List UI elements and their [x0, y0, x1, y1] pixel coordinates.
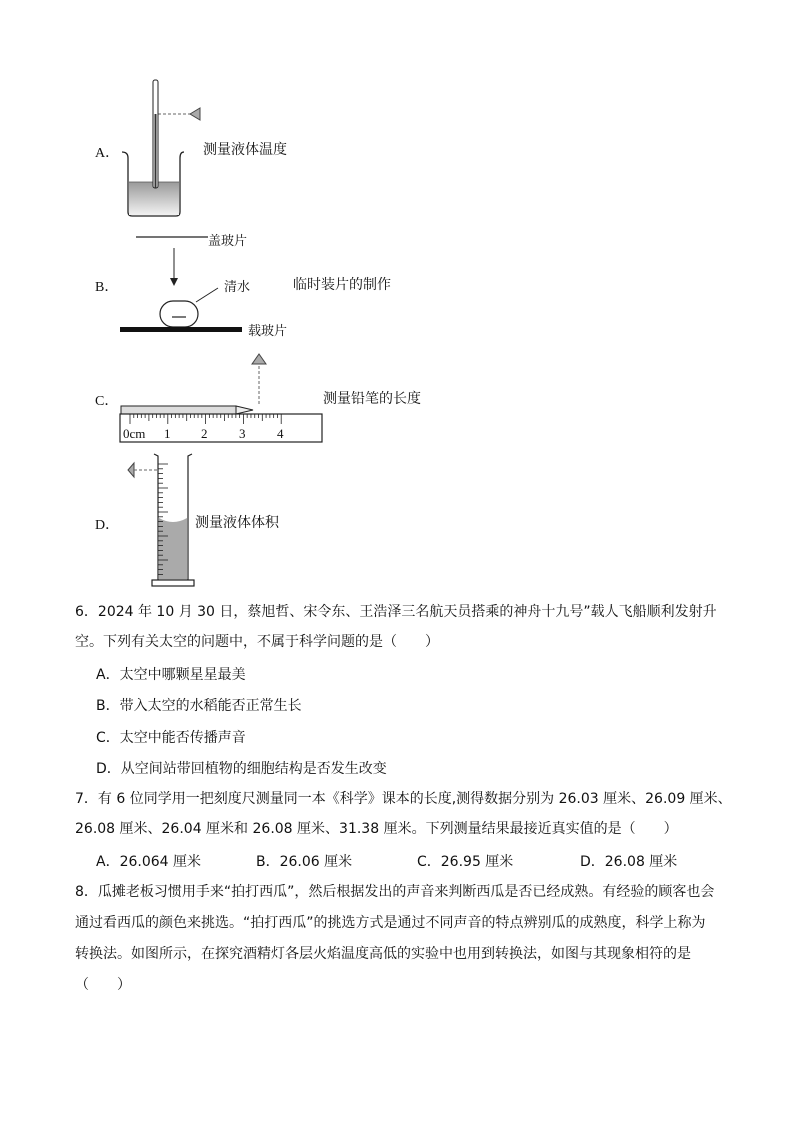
- ruler-tick-4: 4: [277, 426, 284, 441]
- q7-option-c: C．26.95 厘米: [417, 854, 514, 870]
- ruler-tick-3: 3: [239, 426, 246, 441]
- option-c-letter: C．: [95, 394, 119, 409]
- eye-icon: [190, 108, 200, 120]
- graduated-cylinder-figure: [118, 452, 198, 592]
- water-label: 清水: [224, 280, 251, 295]
- q8-stem-line1: 8．瓜摊老板习惯用手来“拍打西瓜”，然后根据发出的声音来判断西瓜是否已经成熟。有经验的顾客也会: [75, 884, 715, 900]
- q7-stem-line2: 26.08 厘米、26.04 厘米和 26.08 厘米、31.38 厘米。下列测量结果最接近真实值的是（ ）: [75, 821, 678, 837]
- q7-option-a: A．26.064 厘米: [96, 854, 202, 870]
- ruler-tick-2: 2: [201, 426, 208, 441]
- option-b-caption: 临时装片的制作: [293, 277, 391, 293]
- q6-option-b: B．带入太空的水稻能否正常生长: [96, 698, 302, 714]
- coverslip-label: 盖玻片: [208, 234, 248, 249]
- q8-stem-line2: 通过看西瓜的颜色来挑选。“拍打西瓜”的挑选方式是通过不同声音的特点辨别瓜的成熟度，科学上称为: [75, 915, 706, 931]
- q7-stem-line1: 7．有 6 位同学用一把刻度尺测量同一本《科学》课本的长度,测得数据分别为 26.03 厘米、26.09 厘米、: [75, 791, 732, 807]
- q6-option-d: D．从空间站带回植物的细胞结构是否发生改变: [96, 761, 387, 777]
- option-d-caption: 测量液体体积: [195, 515, 279, 531]
- q7-option-b: B．26.06 厘米: [256, 854, 353, 870]
- q6-stem-line2: 空。下列有关太空的问题中，不属于科学问题的是（ ）: [75, 634, 439, 650]
- option-a-letter: A．: [95, 146, 120, 161]
- q6-stem-line1: 6．2024 年 10 月 30 日，蔡旭哲、宋令东、王浩泽三名航天员搭乘的神舟十九号”载人飞船顺利发射升: [75, 604, 717, 620]
- q6-option-c: C．太空中能否传播声音: [96, 730, 246, 746]
- q8-stem-line3: 转换法。如图所示，在探究酒精灯各层火焰温度高低的实验中也用到转换法，如图与其现象相符的是: [75, 946, 691, 962]
- ruler-tick-1: 1: [164, 426, 171, 441]
- eye-icon: [252, 354, 266, 364]
- eye-icon: [128, 463, 134, 477]
- q7-option-d: D．26.08 厘米: [580, 854, 678, 870]
- option-c-caption: 测量铅笔的长度: [323, 391, 421, 407]
- option-b-letter: B．: [95, 280, 119, 295]
- ruler-tick-0: 0cm: [123, 426, 146, 441]
- slide-label: 载玻片: [248, 324, 288, 339]
- pencil-ruler-figure: [118, 350, 328, 445]
- option-d-letter: D．: [95, 518, 120, 533]
- q6-option-a: A．太空中哪颗星星最美: [96, 667, 246, 683]
- option-a-caption: 测量液体温度: [203, 142, 287, 158]
- q8-stem-line4: （ ）: [75, 977, 131, 993]
